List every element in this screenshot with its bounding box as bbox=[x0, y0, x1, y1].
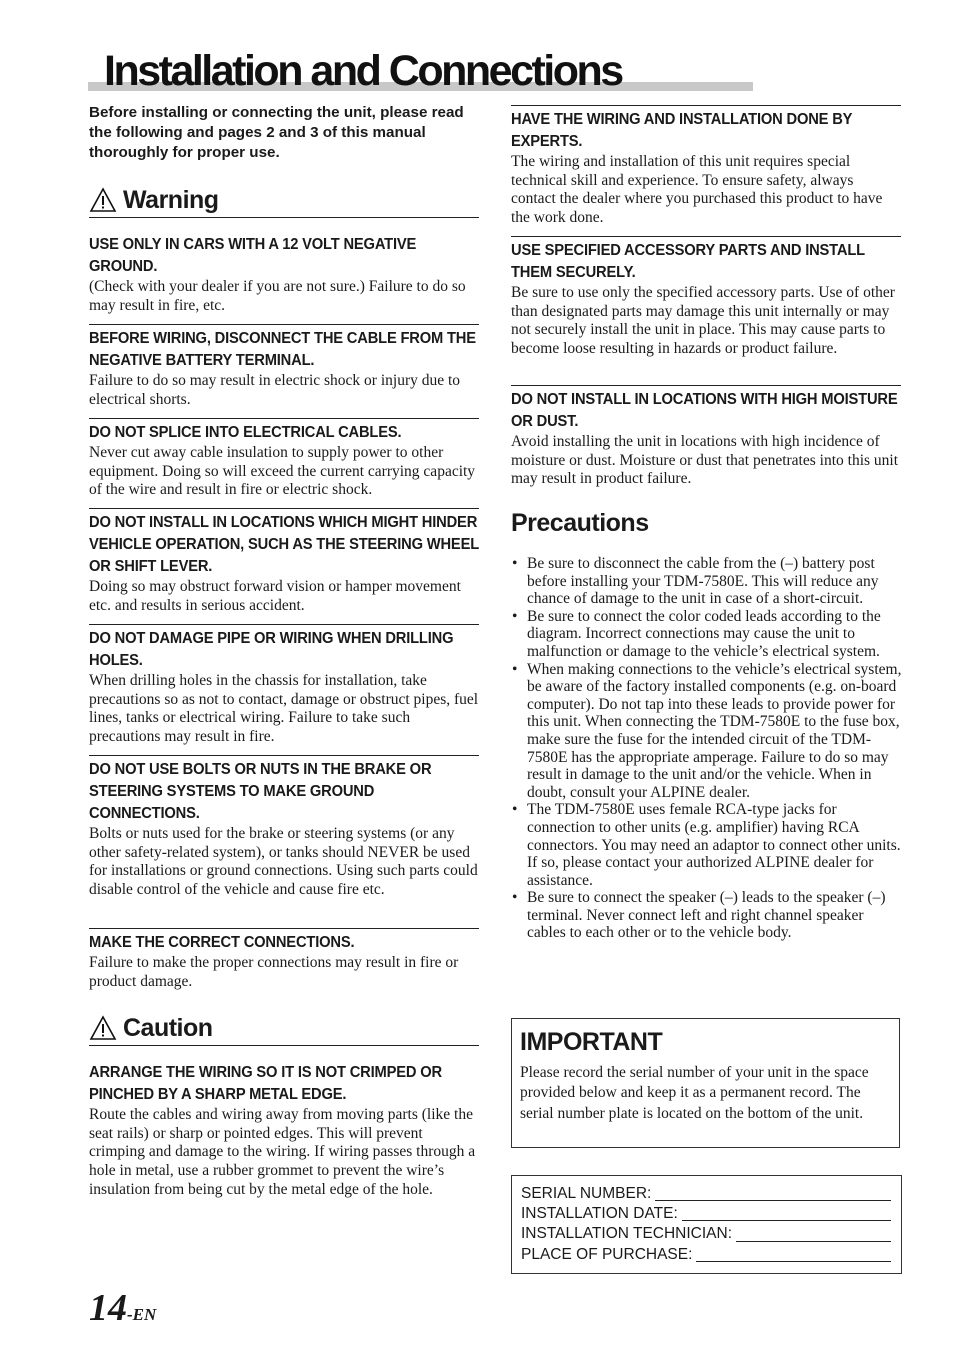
place-of-purchase-blank bbox=[696, 1260, 891, 1262]
place-of-purchase-row bbox=[521, 1245, 891, 1265]
warning-item bbox=[89, 928, 479, 991]
important-text: Please record the serial number of your unit in the space provided below and keep it as a permanent record. The serial number plate is located on the bottom of the unit. bbox=[520, 1064, 869, 1122]
warning-item-heading: DO NOT SPLICE INTO ELECTRICAL CABLES. bbox=[89, 424, 402, 441]
serial-number-label: SERIAL NUMBER: bbox=[521, 1185, 652, 1202]
warning-item-text: Failure to do so may result in electric shock or injury due to electrical shorts. bbox=[89, 372, 461, 408]
installation-technician-label: INSTALLATION TECHNICIAN: bbox=[521, 1225, 733, 1243]
warning-heading bbox=[89, 185, 479, 218]
caution-heading bbox=[89, 1013, 479, 1046]
page-title: Installation and Connections bbox=[104, 47, 622, 95]
installation-date-row bbox=[521, 1204, 891, 1224]
caution-item-text: Route the cables and wiring away from moving parts (like the seat rails) or sharp or pointed edges. This will prevent crimping and damage to the wiring. If wiring passes through a hole in metal, use a rubber grommet to prevent the wire’s insulation from being cut by the metal edge of the hole. bbox=[89, 1106, 476, 1198]
list-item-text: The TDM-7580E uses female RCA-type jacks for connection to other units (e.g. amplifier) having RCA connectors. You may need an adaptor to connect other units. If so, please contact your authorized ALPINE dealer for assistance. bbox=[527, 801, 901, 889]
serial-number-blank bbox=[655, 1199, 891, 1201]
warning-item-heading: MAKE THE CORRECT CONNECTIONS. bbox=[89, 934, 355, 951]
warning-item-heading: DO NOT DAMAGE PIPE OR WIRING WHEN DRILLING HOLES. bbox=[89, 630, 454, 669]
list-item bbox=[511, 889, 903, 942]
precautions-list bbox=[511, 555, 903, 942]
warning-item-heading: BEFORE WIRING, DISCONNECT THE CABLE FROM THE NEGATIVE BATTERY TERMINAL. bbox=[89, 330, 476, 369]
warning-item-heading: USE ONLY IN CARS WITH A 12 VOLT NEGATIVE GROUND. bbox=[89, 236, 417, 275]
warning-item-text: Be sure to use only the specified accessory parts. Use of other than designated parts may damage this unit internally or may not securely install the unit in place. This may cause parts to become loose resulting in hazards or product failure. bbox=[511, 284, 895, 358]
warning-item-text: The wiring and installation of this unit requires special technical skill and experience. To ensure safety, always contact the dealer where you purchased this product to have the work done. bbox=[511, 153, 883, 227]
warning-item-text: (Check with your dealer if you are not sure.) Failure to do so may result in fire, etc. bbox=[89, 278, 466, 314]
list-item-text: Be sure to connect the color coded leads according to the diagram. Incorrect connections may cause the unit to malfunction or damage to the vehicle’s electrical system. bbox=[527, 607, 881, 660]
bullet-icon: • bbox=[512, 660, 518, 678]
list-item-text: Be sure to connect the speaker (–) leads to the speaker (–) terminal. Never connect left and right channel speaker cables to each other or to the vehicle body. bbox=[527, 889, 886, 942]
warning-item-text: Failure to make the proper connections may result in fire or product damage. bbox=[89, 954, 459, 990]
warning-item bbox=[511, 385, 901, 489]
warning-triangle-icon bbox=[89, 187, 117, 213]
list-item-text: When making connections to the vehicle’s electrical system, be aware of the factory installed components (e.g. on-board computer). Do not tap into these leads to provide power for this unit. When connecting the TDM-7580E to the fuse box, make sure the fuse for the intended circuit of the TDM-7580E has the appropriate amperage. Failure to do so may result in damage to the unit and/or the vehicle. When in doubt, consult your ALPINE dealer. bbox=[527, 660, 902, 801]
warning-item-text: Doing so may obstruct forward vision or hamper movement etc. and results in serious accident. bbox=[89, 578, 461, 614]
installation-date-blank bbox=[682, 1219, 891, 1221]
caution-item-heading: ARRANGE THE WIRING SO IT IS NOT CRIMPED OR PINCHED BY A SHARP METAL EDGE. bbox=[89, 1064, 442, 1103]
warning-item-heading: DO NOT INSTALL IN LOCATIONS WITH HIGH MOISTURE OR DUST. bbox=[511, 391, 898, 430]
warning-heading-label: Warning bbox=[123, 186, 219, 214]
page-number-value: 14 bbox=[89, 1287, 127, 1329]
list-item bbox=[511, 801, 903, 889]
serial-form bbox=[511, 1175, 902, 1274]
list-item bbox=[511, 555, 903, 608]
warning-item-text: Bolts or nuts used for the brake or steering systems (or any other safety-related system), or tanks should NEVER be used for installations or ground connections. Using such parts could disable control of the vehicle and cause fire etc. bbox=[89, 825, 478, 899]
warning-item-text: Never cut away cable insulation to supply power to other equipment. Doing so will exceed the current carrying capacity of the wire and result in fire or electric shock. bbox=[89, 444, 476, 499]
warning-item-heading: DO NOT USE BOLTS OR NUTS IN THE BRAKE OR STEERING SYSTEMS TO MAKE GROUND CONNECTIONS. bbox=[89, 761, 432, 822]
list-item-text: Be sure to disconnect the cable from the (–) battery post before installing your TDM-7580E. This will reduce any chance of damage to the unit in case of a short-circuit. bbox=[527, 555, 879, 608]
warning-item-heading: DO NOT INSTALL IN LOCATIONS WHICH MIGHT HINDER VEHICLE OPERATION, SUCH AS THE STEERING WHEEL OR SHIFT LEVER. bbox=[89, 514, 479, 575]
important-heading: IMPORTANT bbox=[520, 1028, 663, 1056]
page-number-suffix: -EN bbox=[127, 1305, 157, 1324]
bullet-icon: • bbox=[512, 607, 518, 625]
intro-text: Before installing or connecting the unit, please read the following and pages 2 and 3 of this manual thoroughly for proper use. bbox=[89, 104, 464, 161]
warning-item-heading: USE SPECIFIED ACCESSORY PARTS AND INSTALL THEM SECURELY. bbox=[511, 242, 865, 281]
caution-triangle-icon bbox=[89, 1015, 117, 1041]
warning-item bbox=[511, 105, 901, 228]
warning-item bbox=[89, 755, 479, 900]
installation-technician-row bbox=[521, 1224, 891, 1244]
installation-technician-blank bbox=[736, 1240, 891, 1242]
place-of-purchase-label: PLACE OF PURCHASE: bbox=[521, 1245, 693, 1263]
bullet-icon: • bbox=[512, 801, 518, 819]
precautions-heading: Precautions bbox=[511, 509, 649, 537]
warning-item bbox=[89, 624, 479, 747]
warning-item-text: Avoid installing the unit in locations with high incidence of moisture or dust. Moisture or dust that penetrates into this unit may result in product failure. bbox=[511, 433, 899, 488]
list-item bbox=[511, 608, 903, 661]
installation-date-label: INSTALLATION DATE: bbox=[521, 1205, 678, 1223]
bullet-icon: • bbox=[512, 555, 518, 572]
bullet-icon: • bbox=[512, 889, 518, 907]
caution-heading-label: Caution bbox=[123, 1014, 213, 1042]
serial-number-row bbox=[521, 1184, 891, 1204]
list-item bbox=[511, 661, 903, 802]
warning-item bbox=[89, 324, 479, 409]
warning-item bbox=[89, 231, 479, 315]
important-box bbox=[511, 1018, 900, 1148]
warning-item-text: When drilling holes in the chassis for installation, take precautions so as not to contact, damage or obstruct pipes, fuel lines, tanks or electrical wiring. Failure to take such precautions may result in fire. bbox=[89, 672, 479, 746]
warning-item bbox=[511, 236, 901, 359]
caution-item bbox=[89, 1059, 479, 1200]
page-number bbox=[89, 1286, 156, 1330]
warning-item bbox=[89, 418, 479, 500]
warning-item-heading: HAVE THE WIRING AND INSTALLATION DONE BY EXPERTS. bbox=[511, 111, 853, 150]
page-title-block bbox=[88, 42, 753, 95]
warning-item bbox=[89, 508, 479, 615]
